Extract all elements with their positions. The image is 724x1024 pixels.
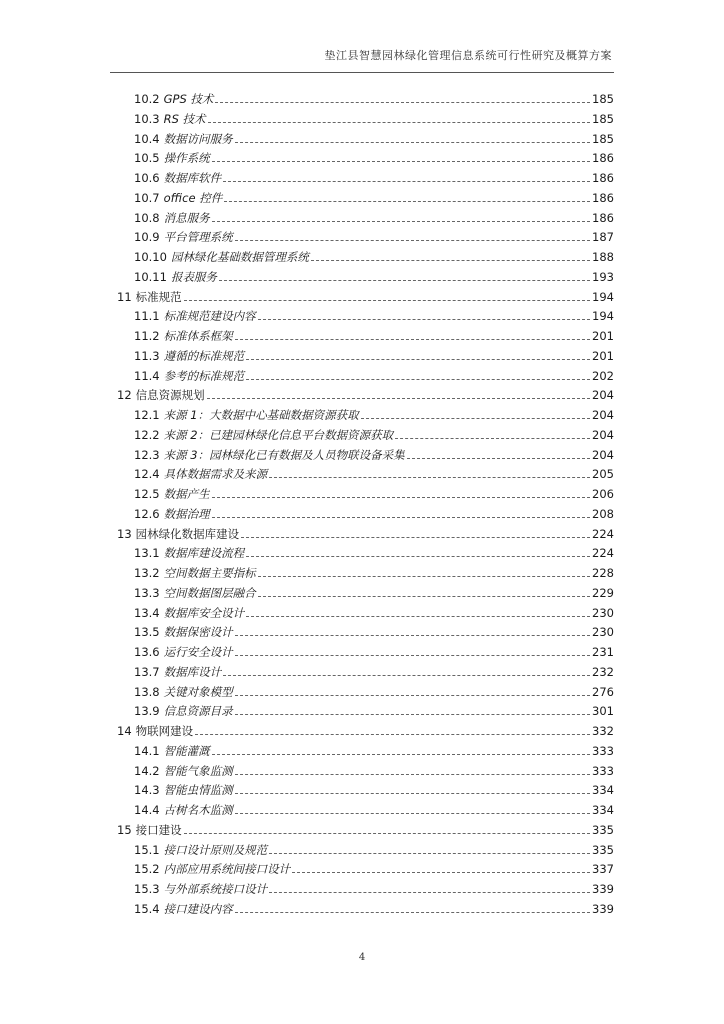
toc-entry-number: 12.5 [134, 487, 160, 501]
toc-entry-page: 188 [592, 250, 614, 264]
toc-entry-number: 10.11 [134, 269, 167, 284]
page-number: 4 [358, 952, 366, 963]
toc-section-entry[interactable] [134, 305, 614, 323]
toc-entry-number: 12.3 [134, 447, 160, 462]
toc-entry-title: 来源 1：大数据中心基础数据资源获取 [163, 408, 359, 422]
toc-section-entry[interactable] [134, 345, 614, 363]
toc-entry-title: 具体数据需求及来源 [163, 467, 268, 482]
toc-entry-number: 10.9 [134, 230, 160, 245]
toc-entry-title: 内部应用系统间接口设计 [163, 862, 291, 877]
toc-dot-leader [219, 280, 590, 281]
toc-entry-title: 参考的标准规范 [163, 368, 245, 383]
toc-entry-title: 古树名木监测 [163, 803, 233, 817]
toc-entry-number: 14 [117, 724, 132, 738]
toc-entry-number: 10.4 [134, 131, 160, 146]
toc-chapter-entry[interactable] [117, 819, 614, 837]
toc-entry-number: 12.6 [134, 506, 160, 521]
toc-entry-number: 13.4 [134, 605, 160, 620]
toc-entry-page: 335 [592, 822, 614, 837]
toc-section-entry[interactable] [134, 207, 614, 225]
toc-entry-title: 信息资源目录 [163, 704, 233, 719]
toc-chapter-entry[interactable] [117, 384, 614, 402]
toc-entry-title: 标准规范 [135, 289, 182, 304]
toc-entry-number: 10.3 [134, 111, 160, 126]
toc-dot-leader [212, 754, 590, 755]
toc-entry-number: 15 [117, 822, 132, 837]
toc-section-entry[interactable] [134, 760, 614, 778]
toc-entry-page: 229 [592, 585, 614, 600]
toc-entry-number: 12 [117, 388, 132, 403]
toc-section-entry[interactable] [134, 878, 614, 896]
toc-entry-page: 194 [592, 289, 614, 304]
toc-entry-page: 231 [592, 645, 614, 659]
toc-dot-leader [235, 695, 590, 696]
toc-entry-page: 187 [592, 230, 614, 245]
toc-entry-title: 空间数据主要指标 [163, 566, 256, 580]
toc-entry-number: 13 [117, 526, 132, 541]
toc-dot-leader [235, 339, 590, 340]
toc-entry-page: 224 [592, 526, 614, 541]
toc-dot-leader [212, 161, 590, 162]
toc-entry-title: 运行安全设计 [163, 645, 233, 659]
toc-dot-leader [395, 438, 590, 439]
toc-entry-title: 数据库设计 [163, 664, 222, 679]
toc-section-entry[interactable] [134, 562, 614, 580]
toc-dot-leader [361, 418, 590, 419]
toc-entry-title: 数据访问服务 [163, 131, 233, 146]
toc-entry-page: 333 [592, 743, 614, 758]
toc-section-entry[interactable] [134, 582, 614, 600]
toc-entry-number: 10.5 [134, 151, 160, 166]
toc-entry-number: 12.2 [134, 427, 160, 442]
header-divider [110, 72, 614, 73]
toc-dot-leader [224, 201, 590, 202]
toc-section-entry[interactable] [134, 108, 614, 126]
toc-entry-title: 智能灌溉 [163, 743, 210, 758]
toc-entry-number: 12.4 [134, 467, 160, 482]
toc-dot-leader [258, 319, 590, 320]
toc-entry-title: 园林绿化数据库建设 [135, 526, 240, 541]
toc-section-entry[interactable] [134, 128, 614, 146]
toc-section-entry[interactable] [134, 365, 614, 383]
toc-entry-number: 11.4 [134, 368, 160, 383]
toc-entry-number: 12.1 [134, 408, 160, 422]
toc-dot-leader [235, 714, 590, 715]
toc-entry-page: 228 [592, 566, 614, 580]
toc-entry-title: 接口建设 [135, 822, 182, 837]
toc-entry-page: 185 [592, 111, 614, 126]
toc-entry-title: 标准体系框架 [163, 329, 233, 343]
toc-entry-title: 操作系统 [163, 151, 210, 166]
toc-chapter-entry[interactable] [117, 286, 614, 304]
toc-dot-leader [235, 142, 590, 143]
toc-dot-leader [235, 240, 590, 241]
toc-dot-leader [184, 833, 590, 834]
toc-entry-page: 204 [592, 447, 614, 462]
toc-entry-number: 13.1 [134, 546, 160, 561]
toc-entry-number: 10.10 [134, 250, 167, 264]
toc-entry-title: 物联网建设 [135, 724, 194, 738]
toc-entry-title: 数据库软件 [163, 171, 222, 185]
toc-entry-page: 334 [592, 803, 614, 817]
toc-entry-page: 332 [592, 724, 614, 738]
toc-entry-title: 智能气象监测 [163, 763, 233, 778]
toc-entry-number: 14.4 [134, 803, 160, 817]
toc-chapter-entry[interactable] [117, 523, 614, 541]
toc-dot-leader [269, 892, 590, 893]
toc-section-entry[interactable] [134, 266, 614, 284]
toc-dot-leader [212, 517, 590, 518]
toc-entry-number: 14.3 [134, 783, 160, 798]
toc-entry-title: 与外部系统接口设计 [163, 882, 268, 896]
toc-entry-number: 13.8 [134, 684, 160, 699]
toc-section-entry[interactable] [134, 246, 614, 264]
toc-entry-page: 230 [592, 625, 614, 640]
toc-section-entry[interactable] [134, 681, 614, 699]
toc-section-entry[interactable] [134, 483, 614, 501]
toc-entry-page: 334 [592, 783, 614, 798]
toc-entry-page: 201 [592, 329, 614, 343]
toc-dot-leader [246, 359, 590, 360]
toc-section-entry[interactable] [134, 661, 614, 679]
toc-section-entry[interactable] [134, 147, 614, 165]
toc-section-entry[interactable] [134, 88, 614, 106]
toc-entry-title: 来源 2：已建园林绿化信息平台数据资源获取 [163, 427, 394, 442]
toc-entry-page: 206 [592, 487, 614, 501]
toc-entry-number: 13.5 [134, 625, 160, 640]
running-header: 垫江县智慧园林绿化管理信息系统可行性研究及概算方案 [324, 49, 612, 62]
toc-entry-title: office 控件 [163, 190, 223, 205]
toc-dot-leader [246, 556, 590, 557]
toc-entry-title: 来源 3：园林绿化已有数据及人员物联设备采集 [163, 447, 405, 462]
toc-entry-title: 智能虫情监测 [163, 783, 233, 798]
toc-section-entry[interactable] [134, 621, 614, 639]
toc-section-entry[interactable] [134, 226, 614, 244]
toc-dot-leader [223, 181, 590, 182]
toc-entry-number: 10.2 [134, 92, 160, 106]
toc-dot-leader [235, 655, 590, 656]
toc-dot-leader [195, 734, 590, 735]
toc-section-entry[interactable] [134, 641, 614, 659]
toc-section-entry[interactable] [134, 167, 614, 185]
toc-dot-leader [223, 675, 590, 676]
toc-dot-leader [215, 102, 590, 103]
toc-entry-page: 185 [592, 131, 614, 146]
toc-entry-title: 遵循的标准规范 [163, 348, 245, 363]
toc-entry-page: 202 [592, 368, 614, 383]
toc-section-entry[interactable] [134, 799, 614, 817]
toc-section-entry[interactable] [134, 503, 614, 521]
toc-dot-leader [258, 576, 590, 577]
toc-entry-title: 接口设计原则及规范 [163, 842, 268, 857]
toc-chapter-entry[interactable] [117, 720, 614, 738]
toc-entry-number: 14.2 [134, 763, 160, 778]
toc-entry-number: 11.3 [134, 348, 160, 363]
toc-entry-page: 339 [592, 901, 614, 916]
toc-entry-page: 204 [592, 388, 614, 403]
toc-section-entry[interactable] [134, 839, 614, 857]
toc-dot-leader [235, 774, 590, 775]
toc-entry-number: 11.2 [134, 329, 160, 343]
toc-section-entry[interactable] [134, 898, 614, 916]
toc-entry-page: 204 [592, 427, 614, 442]
toc-dot-leader [246, 616, 590, 617]
toc-entry-page: 333 [592, 763, 614, 778]
toc-entry-title: 数据治理 [163, 506, 210, 521]
toc-dot-leader [184, 300, 590, 301]
toc-entry-page: 276 [592, 684, 614, 699]
toc-entry-page: 232 [592, 664, 614, 679]
toc-dot-leader [258, 596, 590, 597]
toc-entry-number: 13.7 [134, 664, 160, 679]
toc-entry-number: 15.3 [134, 882, 160, 896]
toc-entry-page: 301 [592, 704, 614, 719]
toc-section-entry[interactable] [134, 700, 614, 718]
toc-section-entry[interactable] [134, 444, 614, 462]
toc-entry-page: 335 [592, 842, 614, 857]
toc-entry-page: 186 [592, 190, 614, 205]
toc-entry-title: 平台管理系统 [163, 230, 233, 245]
toc-dot-leader [269, 477, 590, 478]
toc-entry-number: 14.1 [134, 743, 160, 758]
toc-dot-leader [269, 853, 590, 854]
toc-entry-title: 数据保密设计 [163, 625, 233, 640]
toc-dot-leader [235, 813, 590, 814]
toc-entry-number: 10.7 [134, 190, 160, 205]
toc-entry-title: 关键对象模型 [163, 684, 233, 699]
toc-entry-page: 186 [592, 171, 614, 185]
toc-entry-page: 208 [592, 506, 614, 521]
toc-entry-title: 园林绿化基础数据管理系统 [170, 250, 309, 264]
toc-entry-page: 337 [592, 862, 614, 877]
toc-entry-title: 数据库建设流程 [163, 546, 245, 561]
toc-entry-title: 数据产生 [163, 487, 210, 501]
toc-dot-leader [241, 537, 590, 538]
toc-dot-leader [207, 398, 590, 399]
toc-section-entry[interactable] [134, 404, 614, 422]
toc-entry-number: 13.2 [134, 566, 160, 580]
toc-entry-number: 10.8 [134, 210, 160, 225]
toc-dot-leader [208, 122, 590, 123]
toc-entry-number: 10.6 [134, 171, 160, 185]
toc-entry-number: 15.4 [134, 901, 160, 916]
toc-section-entry[interactable] [134, 463, 614, 481]
toc-entry-number: 13.6 [134, 645, 160, 659]
toc-entry-title: 消息服务 [163, 210, 210, 225]
toc-entry-title: GPS 技术 [163, 92, 214, 106]
toc-dot-leader [235, 793, 590, 794]
toc-entry-title: 接口建设内容 [163, 901, 233, 916]
toc-entry-page: 204 [592, 408, 614, 422]
toc-entry-page: 185 [592, 92, 614, 106]
toc-entry-page: 339 [592, 882, 614, 896]
toc-entry-title: 报表服务 [170, 269, 217, 284]
toc-entry-title: RS 技术 [163, 111, 206, 126]
toc-entry-number: 15.1 [134, 842, 160, 857]
toc-dot-leader [212, 497, 590, 498]
toc-entry-page: 224 [592, 546, 614, 561]
toc-entry-number: 11 [117, 289, 132, 304]
toc-dot-leader [407, 458, 590, 459]
toc-entry-title: 空间数据图层融合 [163, 585, 256, 600]
toc-entry-page: 230 [592, 605, 614, 620]
toc-section-entry[interactable] [134, 187, 614, 205]
toc-dot-leader [212, 221, 590, 222]
toc-dot-leader [246, 379, 590, 380]
toc-dot-leader [311, 260, 590, 261]
toc-section-entry[interactable] [134, 602, 614, 620]
toc-entry-title: 标准规范建设内容 [163, 309, 256, 324]
toc-dot-leader [292, 872, 590, 873]
toc-dot-leader [235, 912, 590, 913]
toc-entry-number: 11.1 [134, 309, 160, 324]
toc-dot-leader [235, 635, 590, 636]
toc-entry-page: 193 [592, 269, 614, 284]
toc-entry-page: 201 [592, 348, 614, 363]
toc-entry-number: 13.3 [134, 585, 160, 600]
toc-section-entry[interactable] [134, 424, 614, 442]
toc-section-entry[interactable] [134, 542, 614, 560]
toc-entry-page: 186 [592, 210, 614, 225]
toc-entry-page: 205 [592, 467, 614, 482]
toc-section-entry[interactable] [134, 858, 614, 876]
toc-entry-title: 信息资源规划 [135, 388, 205, 403]
toc-entry-title: 数据库安全设计 [163, 605, 245, 620]
toc-section-entry[interactable] [134, 779, 614, 797]
toc-entry-page: 186 [592, 151, 614, 166]
toc-entry-page: 194 [592, 309, 614, 324]
toc-section-entry[interactable] [134, 325, 614, 343]
toc-section-entry[interactable] [134, 740, 614, 758]
toc-entry-number: 15.2 [134, 862, 160, 877]
toc-entry-number: 13.9 [134, 704, 160, 719]
